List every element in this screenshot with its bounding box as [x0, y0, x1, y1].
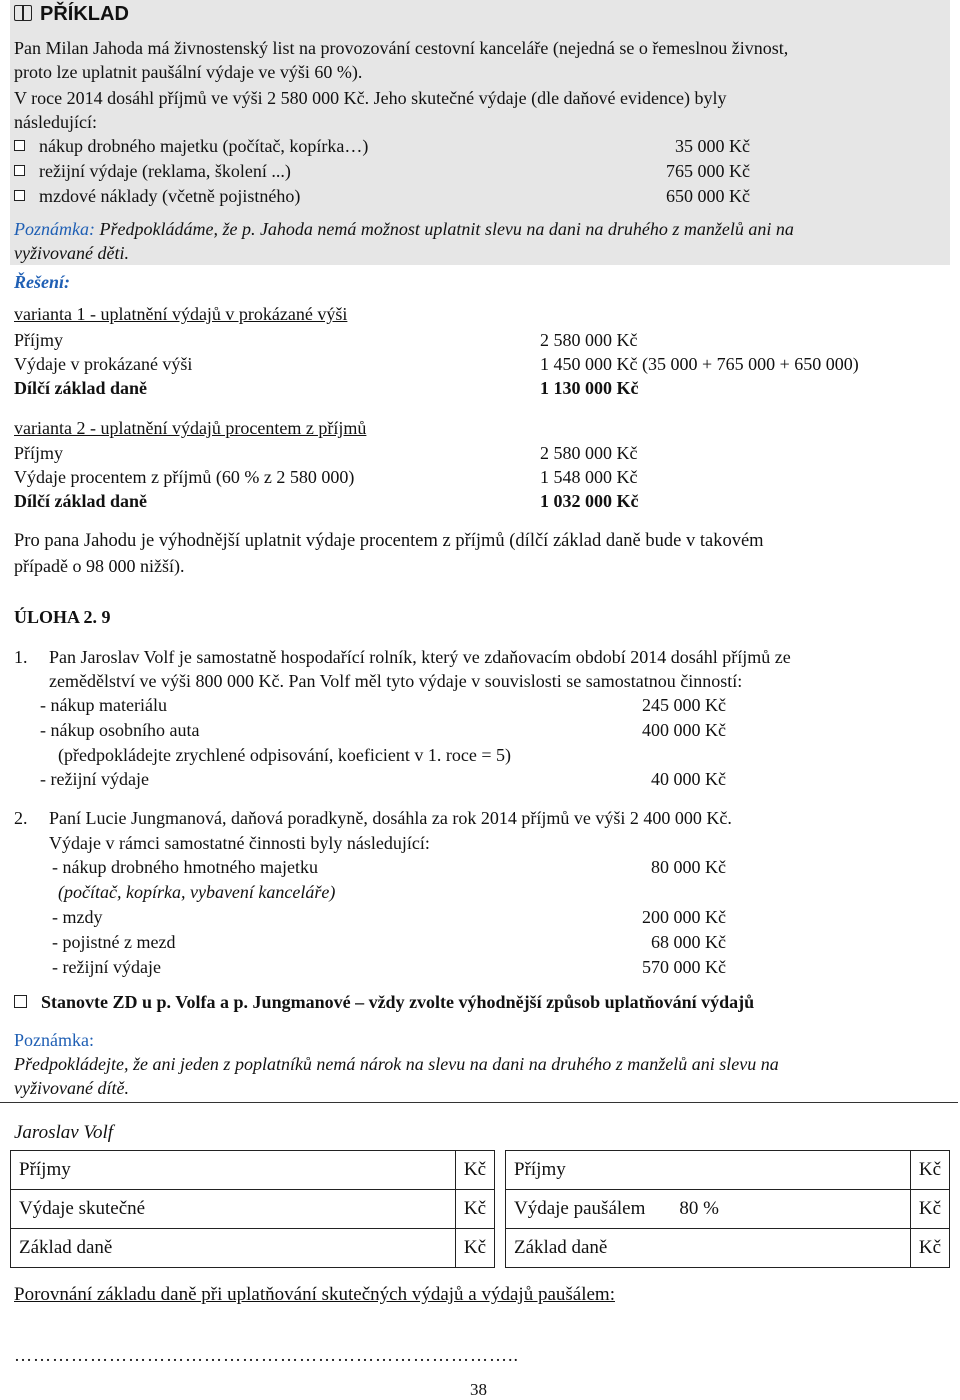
- variant2-title: varianta 2 - uplatnění výdajů procentem z příjmů: [14, 418, 367, 438]
- checkbox-icon: [14, 190, 25, 201]
- v1-row-label: Dílčí základ daně: [14, 378, 148, 398]
- task-instruction: Stanovte ZD u p. Volfa a p. Jungmanové – vždy zvolte výhodnější způsob uplatňování výdajů: [14, 992, 754, 1013]
- table-cell-label: Příjmy: [506, 1151, 911, 1190]
- task-note-line: vyživované dítě.: [14, 1078, 129, 1098]
- conclusion-line: Pro pana Jahodu je výhodnější uplatnit výdaje procentem z příjmů (dílčí základ daně bude v takovém: [14, 531, 764, 551]
- task1-item-label: (předpokládejte zrychlené odpisování, koeficient v 1. roce = 5): [58, 745, 511, 765]
- example-note: Poznámka: Předpokládáme, že p. Jahoda nemá možnost uplatnit slevu na dani na druhého z manželů ani na: [14, 219, 794, 239]
- task2-item-amount: 68 000 Kč: [651, 932, 726, 952]
- task2-line: Výdaje v rámci samostatné činnosti byly následující:: [49, 833, 430, 853]
- task2-item-label: (počítač, kopírka, vybavení kanceláře): [58, 882, 336, 902]
- table-row: [506, 1190, 950, 1229]
- table-cell-label: Základ daně: [506, 1229, 911, 1268]
- task1-item-label: - režijní výdaje: [40, 769, 149, 789]
- example-paragraph-line: následující:: [14, 112, 97, 132]
- v2-row-value: 1 548 000 Kč: [540, 467, 638, 487]
- task-note-line: Předpokládejte, že ani jeden z poplatníků nemá nárok na slevu na dani na druhého z manželů ani slevu na: [14, 1054, 779, 1074]
- checkbox-icon: [14, 165, 25, 176]
- task2-item-label: - pojistné z mezd: [52, 932, 176, 952]
- task2-item-label: - režijní výdaje: [52, 957, 161, 977]
- table-cell-label: Výdaje paušálem 80 %: [506, 1190, 911, 1229]
- table-cell-label: Výdaje skutečné: [11, 1190, 456, 1229]
- expense-item: mzdové náklady (včetně pojistného) 650 000 Kč: [14, 186, 750, 207]
- worksheet-name: Jaroslav Volf: [14, 1122, 114, 1143]
- v2-row-label: Výdaje procentem z příjmů (60 % z 2 580 000): [14, 467, 355, 487]
- conclusion-line: případě o 98 000 nižší).: [14, 556, 185, 576]
- task1-item-amount: 40 000 Kč: [651, 769, 726, 789]
- example-heading: PŘÍKLAD: [14, 3, 129, 26]
- expense-item: režijní výdaje (reklama, školení ...) 765 000 Kč: [14, 161, 750, 182]
- table-cell-unit: Kč: [455, 1229, 494, 1268]
- task2-line: Paní Lucie Jungmanová, daňová poradkyně, dosáhla za rok 2014 příjmů ve výši 2 400 000 Kč.: [49, 808, 732, 828]
- v1-row-label: Příjmy: [14, 330, 64, 350]
- page-number: 38: [470, 1380, 487, 1399]
- v1-row-label: Výdaje v prokázané výši: [14, 354, 193, 374]
- v2-row-label: Dílčí základ daně: [14, 491, 148, 511]
- example-paragraph-line: V roce 2014 dosáhl příjmů ve výši 2 580 000 Kč. Jeho skutečné výdaje (dle daňové evidence) byly: [14, 88, 727, 108]
- example-note-cont: vyživované děti.: [14, 243, 129, 263]
- table-cell-label: Základ daně: [11, 1229, 456, 1268]
- task2-item-label: - nákup drobného hmotného majetku: [52, 857, 318, 877]
- book-icon: [14, 5, 32, 21]
- comparison-prompt: Porovnání základu daně při uplatňování skutečných výdajů a výdajů paušálem:: [14, 1284, 615, 1305]
- example-paragraph-line: proto lze uplatnit paušální výdaje ve výši 60 %).: [14, 62, 363, 82]
- table-cell-unit: Kč: [910, 1229, 949, 1268]
- v2-row-value: 2 580 000 Kč: [540, 443, 638, 463]
- task2-item-amount: 80 000 Kč: [651, 857, 726, 877]
- task2-item-label: - mzdy: [52, 907, 103, 927]
- task1-item-amount: 245 000 Kč: [642, 695, 726, 715]
- worksheet-table-flat: [505, 1150, 950, 1268]
- task1-item-label: - nákup materiálu: [40, 695, 167, 715]
- expense-item: nákup drobného majetku (počítač, kopírka…) 35 000 Kč: [14, 136, 750, 157]
- task1-item-amount: 400 000 Kč: [642, 720, 726, 740]
- table-cell-unit: Kč: [455, 1190, 494, 1229]
- answer-dots: ……………………………………………………………………..: [14, 1345, 519, 1365]
- divider: [0, 1102, 958, 1103]
- v2-row-label: Příjmy: [14, 443, 64, 463]
- task1-item-label: - nákup osobního auta: [40, 720, 200, 740]
- table-cell-unit: Kč: [910, 1151, 949, 1190]
- variant1-title: varianta 1 - uplatnění výdajů v prokázané výši: [14, 304, 348, 324]
- table-cell-unit: Kč: [455, 1151, 494, 1190]
- percent-value: 80 %: [679, 1198, 719, 1219]
- task-heading: ÚLOHA 2. 9: [14, 607, 111, 627]
- task2-item-amount: 200 000 Kč: [642, 907, 726, 927]
- table-row: [11, 1229, 495, 1268]
- task1-line: Pan Jaroslav Volf je samostatně hospodařící rolník, který ve zdaňovacím období 2014 dosáhl příjmů ze: [49, 647, 791, 667]
- task1-number: 1.: [14, 647, 28, 667]
- solution-heading: Řešení:: [14, 272, 70, 292]
- table-cell-label: Příjmy: [11, 1151, 456, 1190]
- table-row: [11, 1190, 495, 1229]
- task1-line: zemědělství ve výši 800 000 Kč. Pan Volf měl tyto výdaje v souvislosti se samostatnou činností:: [49, 671, 743, 691]
- task2-item-amount: 570 000 Kč: [642, 957, 726, 977]
- checkbox-icon: [14, 995, 27, 1008]
- table-row: [11, 1151, 495, 1190]
- worksheet-table-actual: [10, 1150, 495, 1268]
- v1-row-value: 1 450 000 Kč (35 000 + 765 000 + 650 000): [540, 354, 859, 374]
- v1-row-value: 2 580 000 Kč: [540, 330, 638, 350]
- table-cell-unit: Kč: [910, 1190, 949, 1229]
- table-row: [506, 1151, 950, 1190]
- table-row: [506, 1229, 950, 1268]
- task-note-label: Poznámka:: [14, 1030, 94, 1050]
- v2-row-value: 1 032 000 Kč: [540, 491, 639, 511]
- task2-number: 2.: [14, 808, 28, 828]
- v1-row-value: 1 130 000 Kč: [540, 378, 639, 398]
- checkbox-icon: [14, 140, 25, 151]
- example-paragraph-line: Pan Milan Jahoda má živnostenský list na provozování cestovní kanceláře (nejedná se o řemeslnou živnost,: [14, 38, 789, 58]
